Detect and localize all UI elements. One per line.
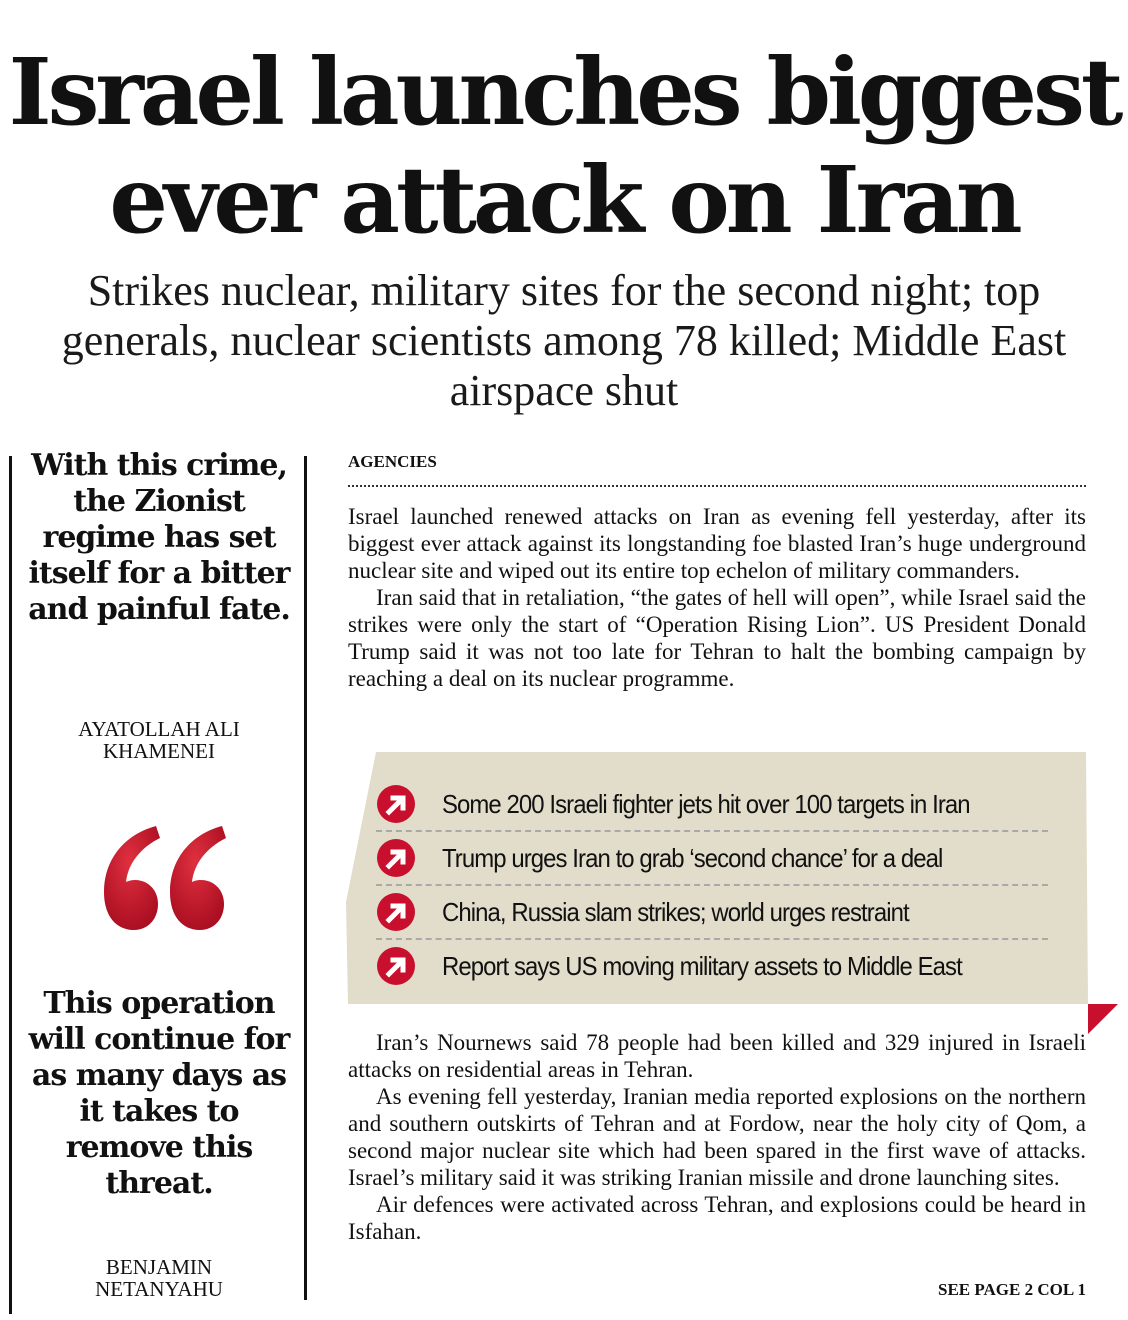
highlight-item — [376, 940, 1048, 992]
highlight-item — [376, 778, 1048, 832]
netanyahu-attribution-line-2: NETANYAHU — [95, 1277, 223, 1301]
headline-line-2: ever attack on Iran — [109, 146, 1019, 254]
khamenei-attribution-line-1: AYATOLLAH ALI — [78, 717, 240, 741]
article-paragraph: Air defences were activated across Tehran, and explosions could be heard in Isfahan. — [348, 1192, 1086, 1244]
arrow-up-right-icon — [376, 784, 416, 824]
netanyahu-quote: This operation will continue for as many days as it takes to remove this threat. — [28, 986, 290, 1201]
quote-mark-icon — [98, 820, 228, 935]
article-paragraph: As evening fell yesterday, Iranian media reported explosions on the northern and southern outskirts of Tehran and at Fordow, near the holy city of Qom, a second major nuclear site which had been spared in the first wave of attacks. Israel’s military said it was striking Iranian missile and drone launching sites. — [348, 1084, 1086, 1190]
continuation-jump-link[interactable]: SEE PAGE 2 COL 1 — [938, 1280, 1086, 1299]
headline-line-1: Israel launches biggest — [8, 38, 1120, 146]
netanyahu-attribution-line-1: BENJAMIN — [105, 1255, 213, 1279]
byline: AGENCIES — [348, 452, 437, 471]
subheadline: Strikes nuclear, military sites for the second night; top generals, nuclear scientists among 78 killed; Middle East airspace shut — [61, 266, 1067, 415]
highlight-text: Trump urges Iran to grab ‘second chance’ for a deal — [442, 842, 943, 873]
arrow-up-right-icon — [376, 838, 416, 878]
khamenei-attribution-line-2: KHAMENEI — [103, 739, 215, 763]
highlights-list — [376, 778, 1048, 992]
netanyahu-attribution — [22, 1256, 296, 1300]
highlight-text: China, Russia slam strikes; world urges restraint — [442, 896, 909, 927]
article-body-top — [348, 503, 1086, 692]
article-paragraph: Iran’s Nournews said 78 people had been killed and 329 injured in Israeli attacks on residential areas in Tehran. — [348, 1030, 1086, 1082]
left-column-rule — [9, 456, 12, 1314]
highlight-text: Some 200 Israeli fighter jets hit over 100 targets in Iran — [442, 788, 970, 819]
byline-dotted-rule — [348, 485, 1086, 487]
highlight-item — [376, 886, 1048, 940]
highlight-item — [376, 832, 1048, 886]
article-body-bottom — [348, 1029, 1086, 1245]
arrow-up-right-icon — [376, 946, 416, 986]
khamenei-quote: With this crime, the Zionist regime has set itself for a bitter and painful fate. — [28, 448, 290, 627]
article-paragraph: Iran said that in retaliation, “the gates of hell will open”, while Israel said the strikes were only the start of “Operation Rising Lion”. US President Donald Trump said it was not too late for Tehran to halt the bombing campaign by reaching a deal on its nuclear programme. — [348, 585, 1086, 691]
highlight-text: Report says US moving military assets to Middle East — [442, 950, 962, 981]
column-divider-rule — [304, 456, 307, 1300]
article-paragraph: Israel launched renewed attacks on Iran as evening fell yesterday, after its biggest ever attack against its longstanding foe blasted Iran’s huge underground nuclear site and wiped out its entire top echelon of military commanders. — [348, 504, 1086, 583]
headline — [0, 38, 1128, 254]
arrow-up-right-icon — [376, 892, 416, 932]
khamenei-attribution — [22, 718, 296, 762]
